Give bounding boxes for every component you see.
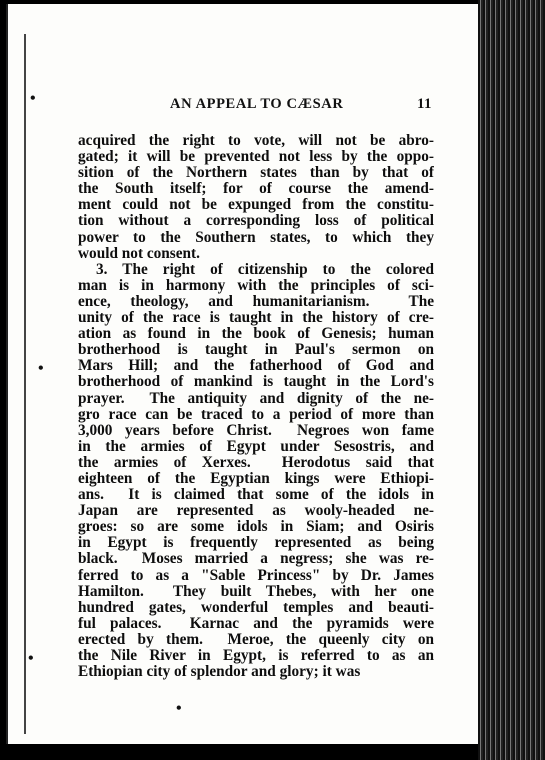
running-header: [170, 96, 432, 116]
text-line: the Nile River in Egypt, is referred to as an: [78, 648, 434, 664]
page-edges: [478, 0, 545, 760]
text-line: gated; it will be prevented not less by the oppo-: [78, 149, 434, 166]
text-line: ence, theology, and humanitarianism. The: [78, 293, 434, 310]
text-line: the armies of Xerxes. Herodotus said that: [78, 454, 434, 471]
running-title: AN APPEAL TO CÆSAR: [170, 96, 344, 112]
text-line: 3. The right of citizenship to the colored: [96, 261, 434, 278]
text-line: brotherhood of mankind is taught in the Lord's: [78, 374, 434, 391]
text-line: tion without a corresponding loss of political: [78, 213, 434, 230]
text-line: Mars Hill; and the fatherhood of God and: [78, 358, 434, 375]
text-line: ment could not be expunged from the constitu-: [78, 197, 434, 214]
text-line: brotherhood is taught in Paul's sermon on: [78, 342, 434, 359]
ink-spot: •: [38, 360, 44, 377]
text-line: eighteen of the Egyptian kings were Ethiopi-: [78, 470, 434, 487]
text-line: the South itself; for of course the amend-: [78, 181, 434, 198]
text-line: man is in harmony with the principles of sci-: [78, 277, 434, 294]
page-number: 11: [417, 96, 432, 112]
text-line: gro race can be traced to a period of more than: [78, 406, 434, 423]
text-line: acquired the right to vote, will not be abro-: [78, 133, 434, 149]
text-line: ferred to as a "Sable Princess" by Dr. James: [78, 567, 434, 584]
text-line: ans. It is claimed that some of the idols in: [78, 487, 434, 504]
body-text: [78, 133, 434, 680]
text-line: Hamilton. They built Thebes, with her one: [78, 583, 434, 600]
text-line: in the armies of Egypt under Sesostris, and: [78, 438, 434, 455]
text-line: sition of the Northern states than by that of: [78, 165, 434, 182]
ink-spot: •: [30, 90, 36, 107]
text-line: power to the Southern states, to which they: [78, 229, 434, 246]
binding-gutter: [24, 34, 34, 734]
text-line: Ethiopian city of splendor and glory; it was: [78, 664, 361, 681]
text-line: hundred gates, wonderful temples and beauti-: [78, 599, 434, 616]
ink-spot: •: [176, 700, 182, 717]
text-line: 3,000 years before Christ. Negroes won fame: [78, 422, 434, 439]
text-line: unity of the race is taught in the history of cre-: [78, 310, 434, 327]
text-line: in Egypt is frequently represented as being: [78, 535, 434, 552]
text-line: ful palaces. Karnac and the pyramids were: [78, 615, 434, 632]
text-line: prayer. The antiquity and dignity of the ne-: [78, 390, 434, 407]
text-line: groes: so are some idols in Siam; and Osiris: [78, 519, 434, 536]
text-line: Japan are represented as wooly-headed ne-: [78, 503, 434, 520]
ink-spot: •: [28, 650, 34, 667]
text-line: would not consent.: [78, 245, 200, 262]
text-line: black. Moses married a negress; she was re-: [78, 551, 434, 568]
text-line: erected by them. Meroe, the queenly city on: [78, 631, 434, 648]
text-line: ation as found in the book of Genesis; human: [78, 326, 434, 343]
